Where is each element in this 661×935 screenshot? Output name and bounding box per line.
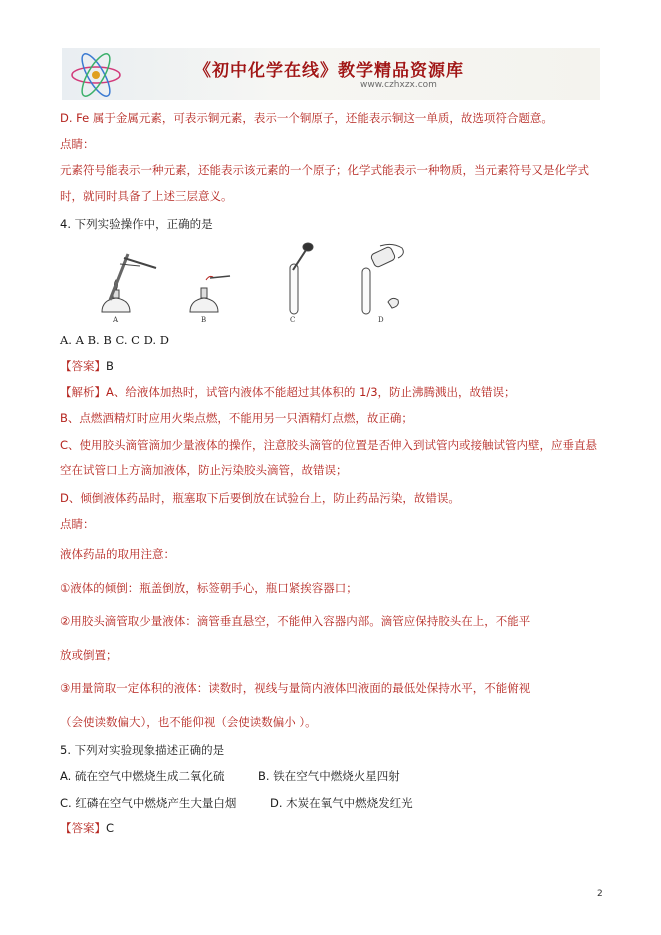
question-5: 5. 下列对实验现象描述正确的是 xyxy=(60,743,225,757)
explanation-tag: 【解析】 xyxy=(60,385,106,399)
answer-d-explanation: D. Fe 属于金属元素，可表示铜元素，表示一个铜原子，还能表示铜这一单质，故选项符合题意。 xyxy=(60,111,553,125)
tip-2-heading: 点睛： xyxy=(60,517,95,531)
tip-2-item-1: ①液体的倾倒：瓶盖倒放，标签朝手心，瓶口紧挨容器口； xyxy=(60,581,358,595)
figure-c-dropper xyxy=(290,243,313,314)
question-5-option-a: A. 硫在空气中燃烧生成二氧化硫 xyxy=(60,769,225,783)
figure-b-lighting-lamp xyxy=(190,276,230,312)
explanation-c-line-2: 空在试管口上方滴加液体，防止污染胶头滴管，故错误； xyxy=(60,463,348,477)
answer-5-tag: 【答案】 xyxy=(60,821,106,835)
explanation-b: B、点燃酒精灯时应用火柴点燃，不能用另一只酒精灯点燃，故正确； xyxy=(60,411,413,425)
answer-5 xyxy=(60,820,114,836)
question-5-option-d: D. 木炭在氧气中燃烧发红光 xyxy=(270,796,413,810)
banner-url: www.czhxzx.com xyxy=(360,80,437,90)
page-number: 2 xyxy=(597,889,603,899)
atom-logo-icon xyxy=(68,52,124,98)
tip-2-item-3-line-1: ③用量筒取一定体积的液体：读数时，视线与量筒内液体凹液面的最低处保持水平，不能俯视 xyxy=(60,681,531,695)
answer-4-tag: 【答案】 xyxy=(60,359,106,373)
figure-d-pouring xyxy=(362,244,403,314)
question-5-option-b: B. 铁在空气中燃烧火星四射 xyxy=(258,769,400,783)
explanation-a-text: A、给液体加热时，试管内液体不能超过其体积的 1/3，防止沸腾溅出，故错误； xyxy=(106,385,516,399)
tip-2-item-2-line-1: ②用胶头滴管取少量液体：滴管垂直悬空，不能伸入容器内部。滴管应保持胶头在上，不能平 xyxy=(60,614,531,628)
figure-label-a: A xyxy=(113,316,119,324)
explanation-a xyxy=(60,384,516,400)
tip-text-line-1: 元素符号能表示一种元素，还能表示该元素的一个原子；化学式能表示一种物质，当元素符号又是化学式 xyxy=(60,163,589,177)
answer-5-value: C xyxy=(106,821,115,835)
tip-2-item-3-line-2: （会使读数偏大），也不能仰视（会使读数偏小 ）。 xyxy=(60,715,317,729)
tip-2-item-2-line-2: 放或倒置； xyxy=(60,648,118,662)
figure-label-d: D xyxy=(378,316,384,324)
tip-text-line-2: 时，就同时具备了上述三层意义。 xyxy=(60,189,233,203)
lab-operations-figure xyxy=(80,240,420,326)
tip-heading: 点睛： xyxy=(60,137,95,151)
tip-2-title: 液体药品的取用注意： xyxy=(60,547,175,561)
figure-label-b: B xyxy=(201,316,207,324)
answer-4 xyxy=(60,358,114,374)
figure-label-c: C xyxy=(290,316,296,324)
answer-4-value: B xyxy=(106,359,114,373)
figure-a-heating-tube xyxy=(102,254,156,312)
question-4-options: A. A B. B C. C D. D xyxy=(60,333,169,347)
question-4: 4. 下列实验操作中，正确的是 xyxy=(60,217,213,231)
question-5-option-c: C. 红磷在空气中燃烧产生大量白烟 xyxy=(60,796,237,810)
explanation-d: D、倾倒液体药品时，瓶塞取下后要倒放在试验台上，防止药品污染，故错误。 xyxy=(60,491,460,505)
banner-title: 《初中化学在线》教学精品资源库 xyxy=(194,61,464,81)
explanation-c-line-1: C、使用胶头滴管滴加少量液体的操作，注意胶头滴管的位置是否伸入到试管内或接触试管内壁，应垂直悬 xyxy=(60,438,598,452)
header-banner xyxy=(62,48,600,100)
